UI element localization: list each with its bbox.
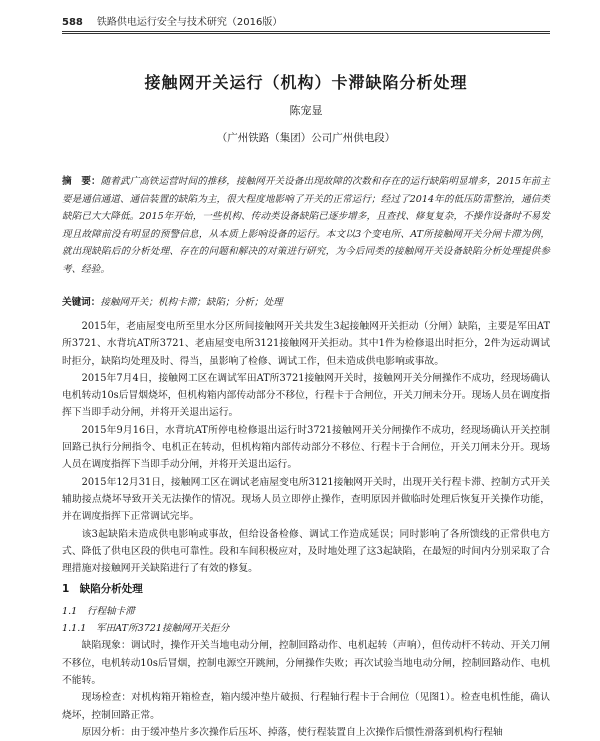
paragraph: 2015年，老庙屋变电所至里水分区所间接触网开关共发生3起接触网开关拒动（分闸）缺陷，主要是军田AT所3721、水背坑AT所3721、老庙屋变电所3121接触网开关拒动。其中1件为检修退出时拒分，2件为远动调试时拒分，缺陷均处理及时、得当，虽影响了检修、调试工作，但未造成供电影响或事故。 (62, 321, 550, 367)
affiliation: （广州铁路（集团）公司广州供电段） (216, 132, 396, 144)
abstract-text: 随着武广高铁运营时间的推移，接触网开关设备出现故障的次数和存在的运行缺陷明显增多，2015年前主要是通信通道、通信装置的缺陷为主，很大程度地影响了开关的正常运行；经过了2014年的低压防雷整治，通信类缺陷已大大降低。2015年开始，一些机构、传动类设备缺陷已逐步增多，且查找、修复复杂，不操作设备时不易发现且故障前没有明显的预警信息，从本质上影响设备的运行。本文以3个变电所、AT所接触网开关分闸卡滞为例，就出现缺陷后的分析处理、存在的问题和解决的对策进行研究，为今后同类的接触网开关设备缺陷分析处理提供参考、经验。 (62, 176, 551, 275)
header-rule-thin (62, 33, 550, 34)
subsubsection-heading: 1.1.1 军田AT所3721接触网开关拒分 (62, 623, 230, 635)
keywords-label: 关键词： (62, 297, 101, 308)
journal-title: 铁路供电运行安全与技术研究（2016版） (96, 17, 283, 28)
paragraph: 现场检查：对机构箱开箱检查，箱内缓冲垫片破损、行程轴行程卡于合闸位（见图1）。检查电机性能，确认烧坏，控制回路正常。 (62, 692, 550, 721)
keywords (62, 294, 550, 308)
keywords-text: 接触网开关；机构卡滞；缺陷；分析；处理 (100, 297, 283, 308)
paragraph: 2015年12月31日，接触网工区在调试老庙屋变电所3121接触网开关时，出现开关行程卡滞、控制方式开关辅助接点烧坏导致开关无法操作的情况。现场人员立即停止操作，查明原因并做临时处理后恢复开关操作功能，并在调度指挥下正常调试完毕。 (62, 476, 550, 523)
section-heading: 1 缺陷分析处理 (62, 583, 143, 596)
subsection-heading: 1.1 行程轴卡滞 (62, 605, 135, 617)
page-number: 588 (62, 17, 83, 28)
header-rule (62, 31, 550, 32)
paper-title: 接触网开关运行（机构）卡滞缺陷分析处理 (144, 73, 468, 92)
body-text (62, 318, 550, 741)
paragraph: 原因分析：由于缓冲垫片多次操作后压坏、掉落，使行程装置自上次操作后惯性滑落到机构行程轴 (81, 726, 503, 738)
running-head (62, 13, 542, 28)
paragraph: 2015年9月16日，水背坑AT所停电检修退出运行时3721接触网开关分闸操作不成功，经现场确认开关控制回路已执行分闸指令、电机正在转动，但机构箱内部传动部分不移位、行程卡于合闸位，开关刀闸未分开。现场人员在调度指挥下当即手动分闸，并将开关退出运行。 (62, 424, 550, 471)
paragraph: 该3起缺陷未造成供电影响或事故，但给设备检修、调试工作造成延误；同时影响了各所馈线的正常供电方式、降低了供电区段的供电可靠性。段和车间积极应对，及时地处理了这3起缺陷，在最短的时间内分别采取了合理措施对接触网开关缺陷进行了有效的修复。 (62, 528, 550, 575)
paragraph: 2015年7月4日，接触网工区在调试军田AT所3721接触网开关时，接触网开关分闸操作不成功，经现场确认电机转动10s后冒烟烧坏，但机构箱内部传动部分不移位，行程卡于合闸位，开关刀闸未分开。现场人员在调度指挥下当即手动分闸，并将开关退出运行。 (62, 372, 550, 419)
abstract-label: 摘 要： (62, 176, 101, 187)
author: 陈宠显 (289, 104, 323, 117)
paragraph: 缺陷现象：调试时，操作开关当地电动分闸，控制回路动作、电机起转（声响），但传动杆不转动、开关刀闸不移位，电机转动10s后冒烟，控制电源空开跳闸，分闸操作失败；再次试验当地电动分闸，控制回路动作、电机不能转。 (62, 640, 550, 686)
abstract (62, 173, 550, 279)
